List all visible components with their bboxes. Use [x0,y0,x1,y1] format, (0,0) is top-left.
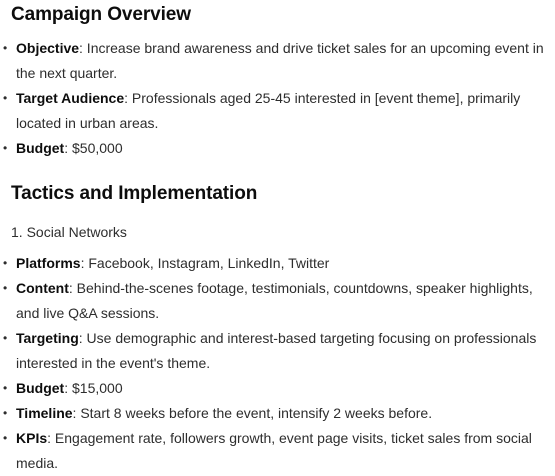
list-item-objective [0,36,555,86]
item-label: Budget [16,380,65,396]
section-heading-campaign-overview: Campaign Overview [11,4,191,25]
list-item-budget [0,376,555,401]
item-separator: : [72,405,77,421]
bullet-icon: • [3,331,8,345]
list-item-timeline [0,401,555,426]
item-text: Facebook, Instagram, LinkedIn, Twitter [84,255,330,271]
item-separator: : [79,40,83,56]
list-item-budget [0,136,555,161]
list-item-targeting [0,326,555,376]
item-label: Content [16,280,69,296]
bullet-icon: • [3,256,8,270]
numbered-item-social-networks: 1. Social Networks [11,224,127,240]
list-item-platforms [0,251,555,276]
item-separator: : [80,255,85,271]
bullet-icon: • [3,381,8,395]
bullet-icon: • [3,41,8,55]
item-text: $15,000 [68,380,123,396]
item-separator: : [124,90,129,106]
item-text: Professionals aged 25-45 interested in [event theme], primarily located in urban areas. [16,90,521,131]
item-separator: : [64,140,69,156]
item-separator: : [47,430,52,446]
tactics-list [0,251,555,476]
item-text: Start 8 weeks before the event, intensify 2 weeks before. [76,405,433,421]
section-heading-tactics: Tactics and Implementation [11,183,258,204]
bullet-icon: • [3,431,8,445]
item-label: Platforms [16,255,81,271]
bullet-icon: • [3,281,8,295]
bullet-icon: • [3,91,8,105]
bullet-icon: • [3,141,8,155]
list-item-content [0,276,555,326]
item-text: Use demographic and interest-based targeting focusing on professionals interested in the event's theme. [16,330,537,371]
item-text: Behind-the-scenes footage, testimonials, countdowns, speaker highlights, and live Q&A sessions. [16,280,533,321]
item-separator: : [78,330,83,346]
bullet-icon: • [3,406,8,420]
item-label: Timeline [16,405,73,421]
list-item-kpis [0,426,555,476]
item-label: KPIs [16,430,48,446]
item-label: Objective [16,40,80,56]
item-label: Budget [16,140,65,156]
item-label: Targeting [16,330,79,346]
item-text: Increase brand awareness and drive ticket sales for an upcoming event in the next quarter. [16,40,544,81]
item-separator: : [68,280,73,296]
item-separator: : [64,380,69,396]
overview-list [0,36,555,161]
item-label: Target Audience [16,90,125,106]
item-text: Engagement rate, followers growth, event page visits, ticket sales from social media. [16,430,532,471]
item-text: $50,000 [68,140,123,156]
list-item-target-audience [0,86,555,136]
